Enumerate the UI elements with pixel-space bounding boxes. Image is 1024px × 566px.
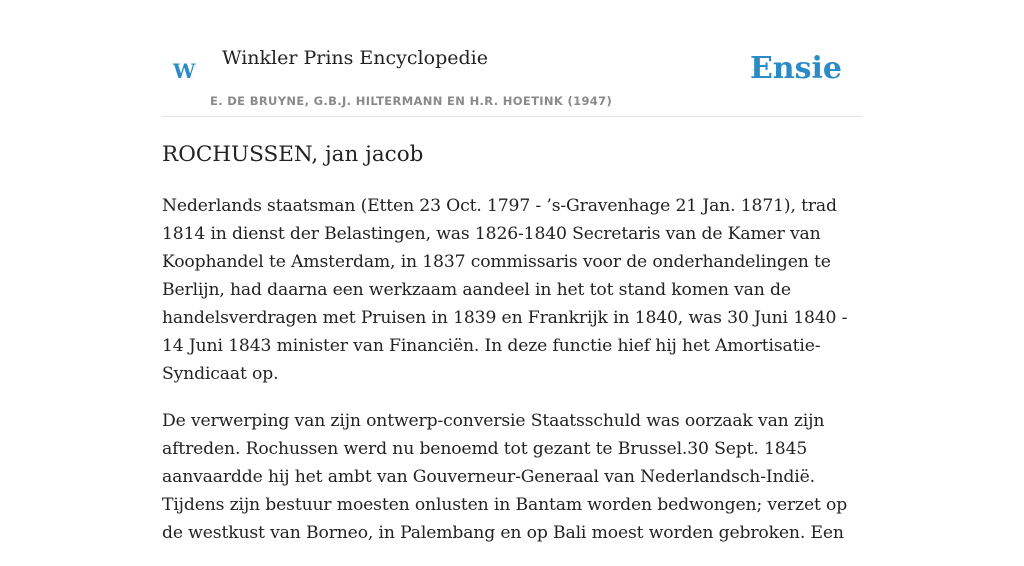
site-header: [162, 0, 862, 117]
page: [162, 0, 862, 543]
article-title: ROCHUSSEN, jan jacob: [162, 142, 424, 167]
article-body: [162, 192, 862, 566]
article-paragraph: De verwerping van zijn ontwerp-conversie Staatsschuld was oorzaak van zijn aftreden. Rochussen werd nu benoemd tot gezant te Brussel.30 Sept. 1845 aanvaardde hij het ambt van Gouverneur-Generaal van Nederlandsch-Indië. Tijdens zijn bestuur moesten onlusten in Bantam worden bedwongen; verzet op de westkust van Borneo, in Palembang en op Bali moest worden gebroken. Een: [162, 411, 848, 543]
winkler-prins-logo[interactable]: w: [173, 52, 196, 85]
article-paragraph: Nederlands staatsman (Etten 23 Oct. 1797 - ’s-Gravenhage 21 Jan. 1871), trad 1814 in dienst der Belastingen, was 1826-1840 Secretaris van de Kamer van Koophandel te Amsterdam, in 1837 commissaris voor de onderhandelingen te Berlijn, had daarna een werkzaam aandeel in het tot stand komen van de handelsverdragen met Pruisen in 1839 en Frankrijk in 1840, was 30 Juni 1840 - 14 Juni 1843 minister van Financiën. In deze functie hief hij het Amortisatie-Syndicaat op.: [162, 196, 848, 384]
site-title[interactable]: Winkler Prins Encyclopedie: [222, 47, 488, 69]
site-authors: E. DE BRUYNE, G.B.J. HILTERMANN EN H.R. HOETINK (1947): [210, 94, 613, 108]
ensie-brand-link[interactable]: Ensie: [749, 51, 842, 86]
